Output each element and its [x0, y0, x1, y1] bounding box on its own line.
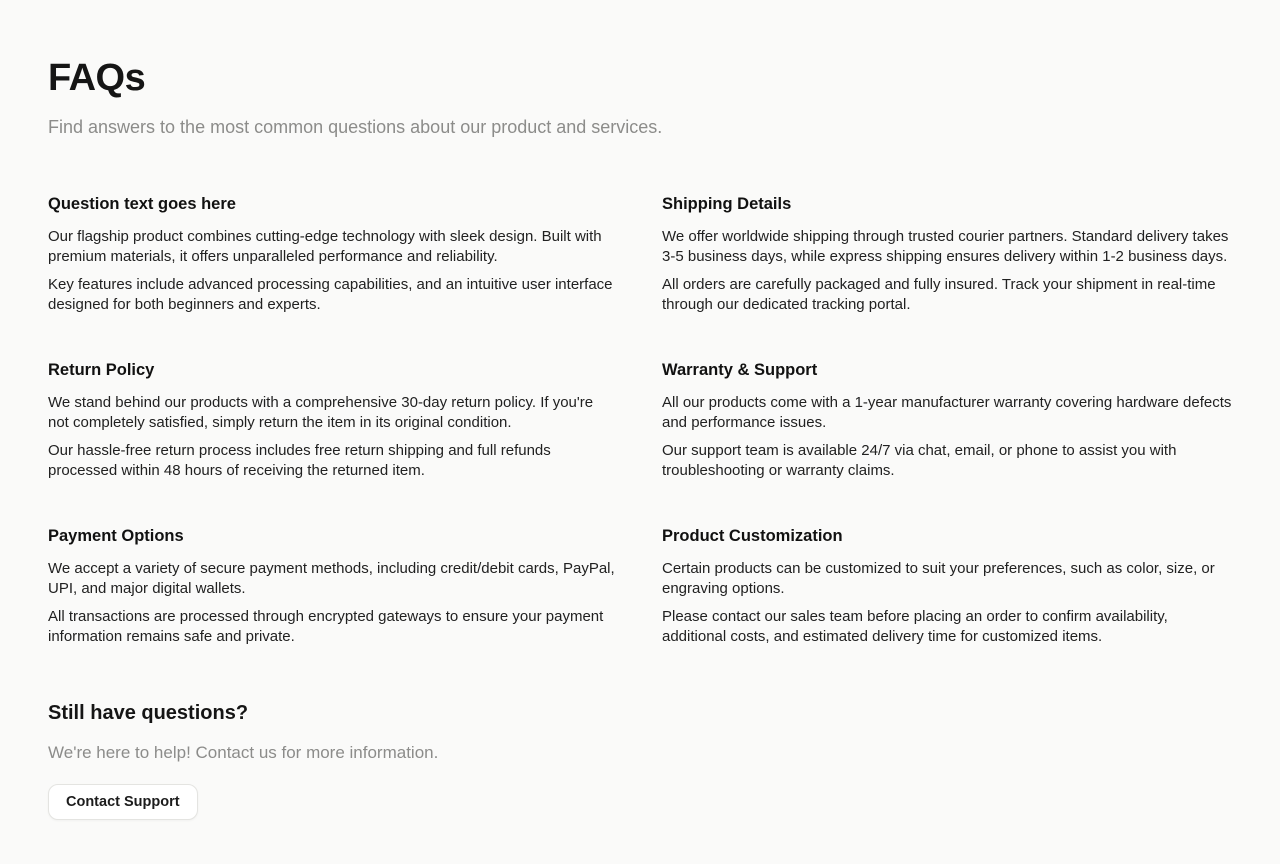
faq-answer-paragraph: Our support team is available 24/7 via chat, email, or phone to assist you with troubleshooting or warranty claims.: [662, 441, 1177, 479]
faq-answer-paragraph: We accept a variety of secure payment methods, including credit/debit cards, PayPal, UPI, and major digital wallets.: [48, 559, 615, 597]
faq-answer-paragraph: All transactions are processed through encrypted gateways to ensure your payment information remains safe and private.: [48, 607, 604, 645]
faq-answer-paragraph: Our hassle-free return process includes free return shipping and full refunds processed within 48 hours of receiving the returned item.: [48, 441, 551, 479]
faq-question: Return Policy: [48, 360, 155, 379]
faq-answer-paragraph: Please contact our sales team before placing an order to confirm availability, additional costs, and estimated delivery time for customized items.: [662, 607, 1168, 645]
faq-grid: [48, 195, 1232, 646]
faq-item: [662, 527, 1232, 647]
faq-answer-paragraph: We offer worldwide shipping through trusted courier partners. Standard delivery takes 3-5 business days, while express shipping ensures delivery within 1-2 business days.: [662, 227, 1229, 265]
faq-answer-paragraph: Certain products can be customized to suit your preferences, such as color, size, or engraving options.: [662, 559, 1215, 597]
faq-answer-paragraph: All our products come with a 1-year manufacturer warranty covering hardware defects and performance issues.: [662, 393, 1232, 431]
page-subtitle: Find answers to the most common questions about our product and services.: [48, 116, 663, 137]
still-have-questions-section: [48, 701, 1232, 820]
page-title: FAQs: [48, 57, 146, 99]
faq-item: [48, 527, 618, 647]
faq-answer-paragraph: All orders are carefully packaged and fully insured. Track your shipment in real-time through our dedicated tracking portal.: [662, 275, 1216, 313]
faq-answer-paragraph: Key features include advanced processing capabilities, and an intuitive user interface designed for both beginners and experts.: [48, 275, 613, 313]
faq-question: Payment Options: [48, 526, 184, 545]
faq-item: [48, 195, 618, 315]
faq-question: Question text goes here: [48, 195, 236, 214]
faq-item: [48, 361, 618, 481]
faq-question: Shipping Details: [662, 195, 792, 214]
contact-support-button[interactable]: Contact Support: [48, 784, 198, 820]
faq-question: Product Customization: [662, 526, 843, 545]
contact-help-text: We're here to help! Contact us for more information.: [48, 742, 439, 762]
faq-item: [662, 361, 1232, 481]
faq-item: [662, 195, 1232, 315]
still-have-questions-heading: Still have questions?: [48, 701, 249, 724]
faq-answer-paragraph: Our flagship product combines cutting-edge technology with sleek design. Built with premium materials, it offers unparalleled performance and reliability.: [48, 227, 602, 265]
faq-question: Warranty & Support: [662, 360, 818, 379]
faq-answer-paragraph: We stand behind our products with a comprehensive 30-day return policy. If you're not completely satisfied, simply return the item in its original condition.: [48, 393, 594, 431]
